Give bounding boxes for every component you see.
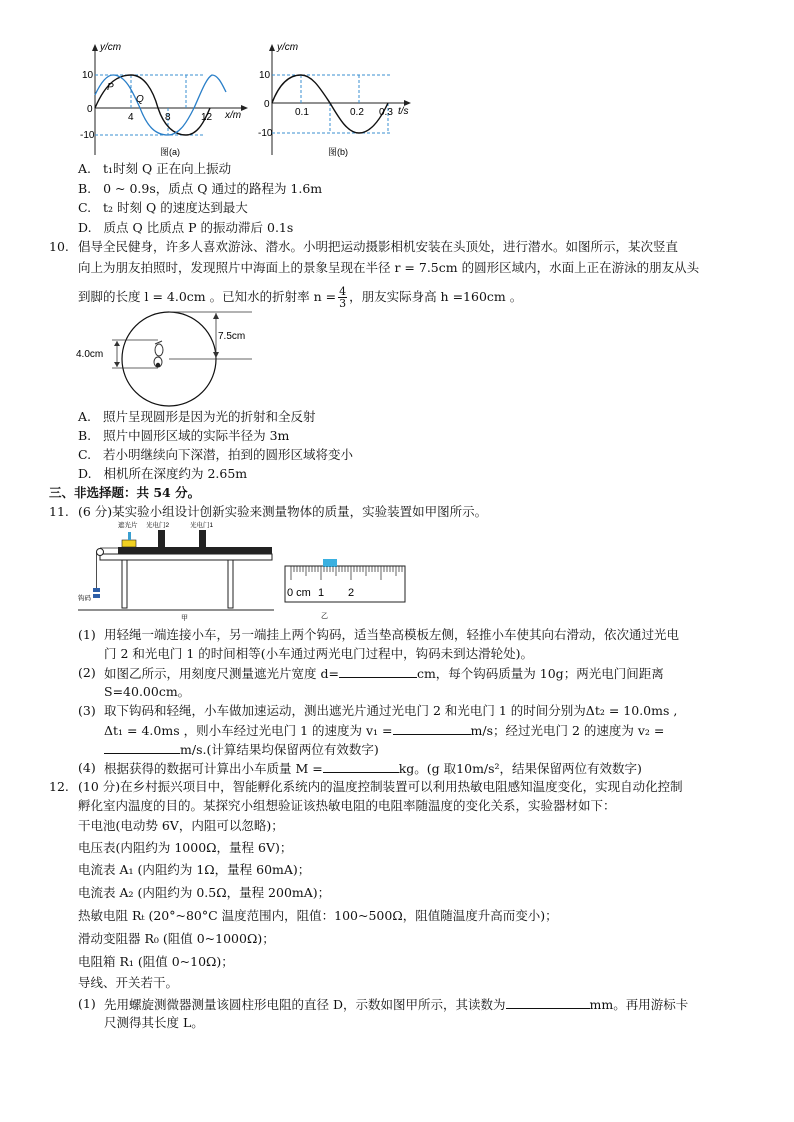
q11-p2-line2: S=40.00cm。 [104, 684, 191, 699]
equipment-item: 电压表(内阻约为 1000Ω，量程 6V)； [78, 840, 293, 855]
answer-blank-mass[interactable] [323, 760, 399, 773]
wave-shifted-curve [95, 75, 226, 135]
graph-a-x-unit: x/m [225, 110, 242, 121]
q10-number: 10. [49, 239, 69, 254]
graph-a-y-tick: 0 [87, 104, 93, 115]
shade-sample-icon [323, 559, 337, 567]
q12-p1-line2: 尺测得其长度 L。 [104, 1015, 204, 1030]
graph-a-x-tick: 12 [201, 112, 213, 123]
equipment-item: 热敏电阻 Rₜ (20°~80°C 温度范围内，阻值：100~500Ω，阻值随温度升高而变小)； [78, 908, 558, 923]
q12-p1-text-a: 先用螺旋测微器测量该圆柱形电阻的直径 D，示数如图甲所示，其读数为 [104, 997, 506, 1012]
q10-line3-part1: 到脚的长度 l = 4.0cm 。已知水的折射率 n = [78, 289, 337, 304]
answer-blank-v1[interactable] [393, 722, 471, 735]
q10-option-b[interactable] [78, 428, 289, 444]
photogate-1-icon [199, 530, 206, 547]
q10-option-a[interactable] [78, 409, 315, 425]
q11-p4-line [104, 760, 642, 777]
graph-a-y-tick: 10 [82, 70, 94, 81]
option-letter: A. [78, 161, 92, 176]
refractive-index-fraction [338, 286, 347, 309]
length-label: 4.0cm [76, 349, 104, 360]
q11-p3-text-a: Δt₁ = 4.0ms ，则小车经过光电门 1 的速度为 v₁ = [104, 723, 393, 738]
frac-numerator: 4 [339, 285, 347, 298]
graph-a-caption: 图(a) [160, 147, 180, 157]
option-letter: B. [78, 181, 92, 196]
label-jia: 甲 [181, 615, 188, 622]
graph-b-x-tick: 0.2 [350, 107, 364, 118]
q12-line1: (10 分)在乡村振兴项目中，智能孵化系统内的温度控制装置可以利用热敏电阻感知温度变化，实现自动化控制 [78, 779, 683, 794]
label-weights: 钩码 [78, 595, 91, 602]
option-letter: D. [78, 220, 92, 235]
graph-b-caption: 图(b) [328, 147, 348, 157]
cart-icon [122, 540, 136, 547]
photogate-2-icon [158, 530, 165, 547]
q11-p4-text-b: kg。(g 取10m/s²，结果保留两位有效数字) [398, 761, 642, 776]
option-text: t₁时刻 Q 正在向上振动 [102, 161, 232, 176]
equipment-item: 导线、开关若干。 [78, 975, 179, 990]
q9-option-b[interactable] [78, 181, 322, 197]
option-text: 照片呈现圆形是因为光的折射和全反射 [102, 409, 316, 424]
radius-label: 7.5cm [218, 331, 246, 342]
q9-option-c[interactable] [78, 200, 248, 216]
q9-option-d[interactable] [78, 220, 293, 236]
wave-graph-a [80, 40, 255, 160]
section-heading: 三、非选择题：共 54 分。 [49, 485, 201, 500]
label-gate1: 光电门1 [190, 522, 214, 529]
q11-p1-line2: 门 2 和光电门 1 的时间相等(小车通过两光电门过程中，钩码未到达滑轮处)。 [104, 646, 534, 661]
label-gate2: 光电门2 [146, 522, 170, 529]
option-text: 若小明继续向下深潜，拍到的圆形区域将变小 [103, 447, 354, 462]
weights-icon [93, 588, 100, 592]
frac-denominator: 3 [339, 297, 347, 310]
answer-blank-v2[interactable] [104, 741, 180, 754]
q11-p2-line1 [104, 665, 664, 682]
q11-p1-number: (1) [78, 627, 96, 642]
option-text: 照片中圆形区域的实际半径为 3m [103, 428, 290, 443]
q10-text-line2: 向上为朋友拍照时，发现照片中海面上的景象呈现在半径 r = 7.5cm 的圆形区域内，水面上正在游泳的朋友从头 [78, 260, 700, 275]
vibration-graph-b [258, 40, 418, 160]
q12-p1-text-b: mm。再用游标卡 [589, 997, 689, 1012]
q12-number: 12. [49, 779, 69, 794]
ruler-figure [283, 556, 408, 622]
graph-b-y-tick: 0 [264, 99, 270, 110]
q12-p1-line1 [104, 996, 688, 1013]
option-letter: B. [78, 428, 92, 443]
q11-p3-text-b: m/s；经过光电门 2 的速度为 v₂ = [470, 723, 665, 738]
q11-p3-line2 [104, 722, 664, 739]
swimmer-icon [154, 341, 163, 367]
q9-option-a[interactable] [78, 161, 231, 177]
label-shade: 遮光片 [118, 522, 138, 529]
q11-intro: (6 分)某实验小组设计创新实验来测量物体的质量，实验装置如甲图所示。 [78, 504, 488, 519]
graph-a-label-q: Q [136, 94, 144, 105]
q11-p1-line1: 用轻绳一端连接小车，另一端挂上两个钩码，适当垫高模板左侧，轻推小车使其向右滑动，依次通过光电 [104, 627, 680, 642]
ruler-unit-label: 0 cm [287, 587, 311, 599]
q11-p3-line3 [104, 741, 379, 758]
experiment-setup-figure [78, 520, 278, 622]
equipment-item: 干电池(电动势 6V，内阻可以忽略)； [78, 818, 284, 833]
graph-a-y-unit: y/cm [100, 42, 122, 53]
q10-line3-part2: ，朋友实际身高 h =160cm 。 [349, 289, 523, 304]
option-letter: D. [78, 466, 92, 481]
q11-p4-number: (4) [78, 760, 96, 775]
q11-p3-number: (3) [78, 703, 96, 718]
equipment-item: 电流表 A₁ (内阻约为 1Ω，量程 60mA)； [78, 862, 311, 877]
option-text: 相机所在深度约为 2.65m [103, 466, 248, 481]
option-text: t₂ 时刻 Q 的速度达到最大 [103, 200, 248, 215]
q11-p2-text-a: 如图乙所示，用刻度尺测量遮光片宽度 d= [104, 666, 339, 681]
q11-p2-number: (2) [78, 665, 96, 680]
q11-p4-text-a: 根据获得的数据可计算出小车质量 M = [104, 761, 323, 776]
answer-blank-width[interactable] [339, 665, 417, 678]
option-letter: C. [78, 200, 92, 215]
label-yi: 乙 [321, 613, 328, 620]
q11-p2-text-b: cm，每个钩码质量为 10g；两光电门间距离 [416, 666, 664, 681]
graph-b-y-unit: y/cm [277, 42, 299, 53]
answer-blank-diameter[interactable] [506, 996, 590, 1009]
option-text: 0 ~ 0.9s，质点 Q 通过的路程为 1.6m [103, 181, 323, 196]
equipment-item: 滑动变阻器 R₀ (阻值 0~1000Ω)； [78, 931, 275, 946]
option-text: 质点 Q 比质点 P 的振动滞后 0.1s [103, 220, 294, 235]
q10-text-line1: 倡导全民健身，许多人喜欢游泳、潜水。小明把运动摄影相机安装在头顶处，进行潜水。如图所示，某次竖直 [78, 239, 679, 254]
equipment-item: 电阻箱 R₁ (阻值 0~10Ω)； [78, 954, 234, 969]
photo-circle-figure [76, 308, 266, 408]
q12-line2: 孵化室内温度的目的。某探究小组想验证该热敏电阻的电阻率随温度的变化关系，实验器材如下： [78, 798, 616, 813]
option-letter: C. [78, 447, 92, 462]
equipment-item: 电流表 A₂ (内阻约为 0.5Ω，量程 200mA)； [78, 885, 331, 900]
q10-text-line3 [78, 286, 522, 309]
graph-a-label-p: P [107, 82, 114, 93]
option-letter: A. [78, 409, 92, 424]
q10-option-d[interactable] [78, 466, 247, 482]
graph-b-x-unit: t/s [398, 106, 409, 117]
graph-a-x-tick: 4 [128, 112, 134, 123]
q10-option-c[interactable] [78, 447, 353, 463]
graph-b-y-tick: -10 [258, 128, 273, 139]
graph-b-x-tick: 0.3 [379, 107, 393, 118]
graph-a-y-tick: -10 [80, 130, 95, 141]
q11-number: 11. [49, 504, 69, 519]
q11-p3-text-c: m/s.(计算结果均保留两位有效数字) [180, 742, 379, 757]
graph-b-y-tick: 10 [259, 70, 271, 81]
graph-a-x-tick: 8 [165, 112, 171, 123]
ruler-tick-label: 1 [318, 587, 325, 599]
q12-p1-number: (1) [78, 996, 96, 1011]
ruler-tick-label: 2 [348, 587, 355, 599]
q11-p3-line1: 取下钩码和轻绳，小车做加速运动，测出遮光片通过光电门 2 和光电门 1 的时间分别为Δt₂ = 10.0ms , [104, 703, 678, 718]
graph-b-x-tick: 0.1 [295, 107, 309, 118]
